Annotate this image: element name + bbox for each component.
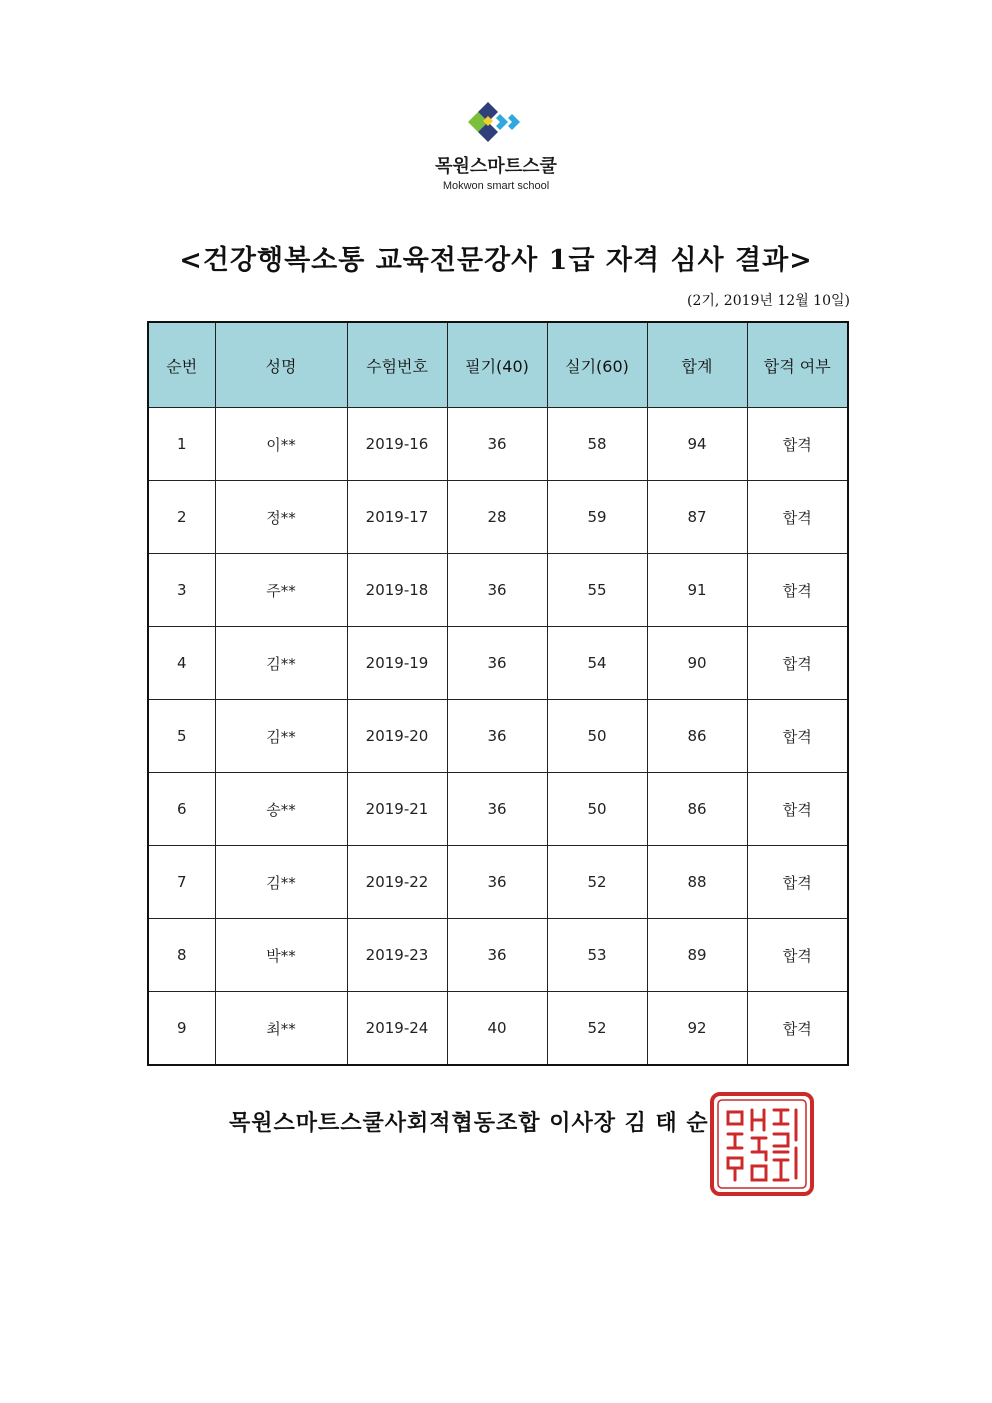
table-cell: 53 bbox=[547, 919, 647, 992]
table-cell: 36 bbox=[447, 408, 547, 481]
table-cell: 86 bbox=[647, 773, 747, 846]
table-row bbox=[148, 992, 848, 1066]
table-row bbox=[148, 481, 848, 554]
table-cell: 94 bbox=[647, 408, 747, 481]
header-cell: 합계 bbox=[647, 322, 747, 408]
table-cell: 2019-23 bbox=[347, 919, 447, 992]
logo-name-kr: 목원스마트스쿨 bbox=[435, 156, 557, 177]
table-cell: 9 bbox=[148, 992, 215, 1066]
table-cell: 박** bbox=[215, 919, 347, 992]
table-cell: 55 bbox=[547, 554, 647, 627]
table-cell: 36 bbox=[447, 773, 547, 846]
table-cell: 52 bbox=[547, 846, 647, 919]
table-cell: 2019-24 bbox=[347, 992, 447, 1066]
table-row bbox=[148, 627, 848, 700]
table-cell: 50 bbox=[547, 773, 647, 846]
table-cell: 91 bbox=[647, 554, 747, 627]
table-cell: 87 bbox=[647, 481, 747, 554]
table-cell: 이** bbox=[215, 408, 347, 481]
table-cell: 합격 bbox=[747, 700, 848, 773]
table-header-row bbox=[148, 322, 848, 408]
table-cell: 6 bbox=[148, 773, 215, 846]
result-table bbox=[147, 321, 849, 1066]
table-cell: 1 bbox=[148, 408, 215, 481]
table-cell: 합격 bbox=[747, 919, 848, 992]
table-cell: 52 bbox=[547, 992, 647, 1066]
table-cell: 김** bbox=[215, 846, 347, 919]
table-cell: 2019-22 bbox=[347, 846, 447, 919]
table-cell: 2019-21 bbox=[347, 773, 447, 846]
table-cell: 2019-16 bbox=[347, 408, 447, 481]
table-cell: 58 bbox=[547, 408, 647, 481]
table-cell: 89 bbox=[647, 919, 747, 992]
table-row bbox=[148, 919, 848, 992]
table-cell: 92 bbox=[647, 992, 747, 1066]
table-cell: 합격 bbox=[747, 992, 848, 1066]
table-cell: 김** bbox=[215, 700, 347, 773]
table-cell: 88 bbox=[647, 846, 747, 919]
table-cell: 4 bbox=[148, 627, 215, 700]
table-cell: 40 bbox=[447, 992, 547, 1066]
logo-mark-icon bbox=[466, 100, 526, 144]
header-cell: 순번 bbox=[148, 322, 215, 408]
table-cell: 2019-20 bbox=[347, 700, 447, 773]
document-date: (2기, 2019년 12월 10일) bbox=[687, 293, 850, 309]
table-cell: 합격 bbox=[747, 408, 848, 481]
table-cell: 정** bbox=[215, 481, 347, 554]
table-cell: 2019-19 bbox=[347, 627, 447, 700]
table-cell: 3 bbox=[148, 554, 215, 627]
table-row bbox=[148, 408, 848, 481]
table-cell: 59 bbox=[547, 481, 647, 554]
header-cell: 수험번호 bbox=[347, 322, 447, 408]
table-cell: 주** bbox=[215, 554, 347, 627]
header-cell: 성명 bbox=[215, 322, 347, 408]
table-cell: 54 bbox=[547, 627, 647, 700]
table-row bbox=[148, 554, 848, 627]
document-title: <건강행복소통 교육전문강사 1급 자격 심사 결과> bbox=[179, 245, 813, 276]
table-cell: 90 bbox=[647, 627, 747, 700]
table-cell: 36 bbox=[447, 627, 547, 700]
table-cell: 2019-17 bbox=[347, 481, 447, 554]
header-cell: 필기(40) bbox=[447, 322, 547, 408]
table-cell: 8 bbox=[148, 919, 215, 992]
table-cell: 36 bbox=[447, 919, 547, 992]
logo bbox=[0, 100, 992, 192]
table-row bbox=[148, 846, 848, 919]
signature-line: 목원스마트스쿨사회적협동조합 이사장 김 태 순 bbox=[229, 1110, 709, 1136]
table-cell: 36 bbox=[447, 554, 547, 627]
table-cell: 합격 bbox=[747, 481, 848, 554]
table-cell: 5 bbox=[148, 700, 215, 773]
table-cell: 36 bbox=[447, 846, 547, 919]
table-cell: 28 bbox=[447, 481, 547, 554]
table-row bbox=[148, 773, 848, 846]
table-cell: 송** bbox=[215, 773, 347, 846]
table-cell: 합격 bbox=[747, 846, 848, 919]
table-cell: 합격 bbox=[747, 773, 848, 846]
table-cell: 7 bbox=[148, 846, 215, 919]
table-cell: 36 bbox=[447, 700, 547, 773]
table-cell: 86 bbox=[647, 700, 747, 773]
table-cell: 50 bbox=[547, 700, 647, 773]
table-cell: 2019-18 bbox=[347, 554, 447, 627]
header-cell: 실기(60) bbox=[547, 322, 647, 408]
official-seal-icon bbox=[708, 1090, 816, 1198]
table-row bbox=[148, 700, 848, 773]
table-cell: 김** bbox=[215, 627, 347, 700]
header-cell: 합격 여부 bbox=[747, 322, 848, 408]
table-cell: 합격 bbox=[747, 627, 848, 700]
table-cell: 합격 bbox=[747, 554, 848, 627]
table-cell: 2 bbox=[148, 481, 215, 554]
logo-name-en: Mokwon smart school bbox=[442, 180, 550, 192]
table-cell: 최** bbox=[215, 992, 347, 1066]
